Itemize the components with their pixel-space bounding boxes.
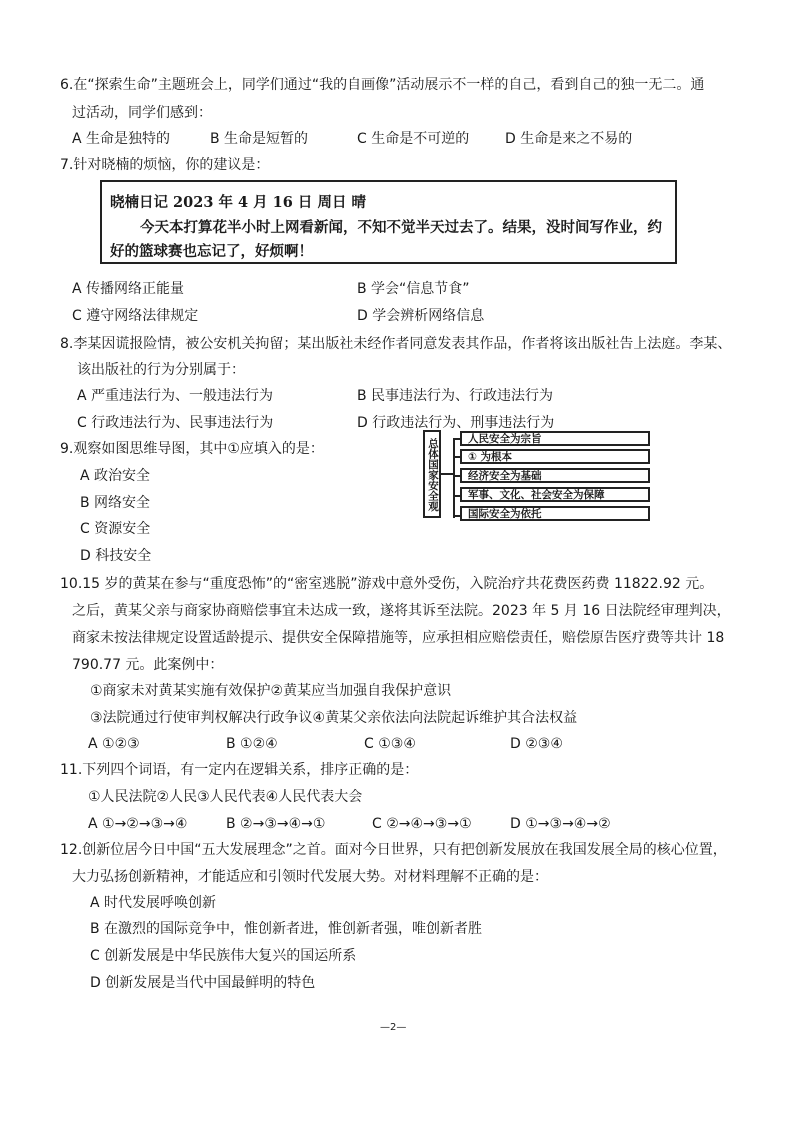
q6-option-d: D 生命是来之不易的 (505, 131, 633, 147)
mind-map-branch-5: 国际安全为依托 (460, 506, 650, 521)
q6-option-a: A 生命是独特的 (72, 131, 171, 147)
q8-stem-line-1: 8.李某因谎报险情，被公安机关拘留；某出版社未经作者同意发表其作品，作者将该出版社告上法庭。李某、 (60, 336, 732, 352)
q10-option-d: D ②③④ (510, 736, 563, 752)
q12-stem-line-2: 大力弘扬创新精神，才能适应和引领时代发展大势。对材料理解不正确的是： (72, 869, 548, 885)
q11-terms: ①人民法院②人民③人民代表④人民代表大会 (88, 789, 363, 805)
q6-stem-line-1: 6.在“探索生命”主题班会上，同学们通过“我的自画像”活动展示不一样的自己，看到自己的独一无二。通 (60, 77, 705, 93)
diary-box (100, 180, 677, 264)
q6-stem-line-2: 过活动，同学们感到： (72, 105, 212, 121)
q8-option-d: D 行政违法行为、刑事违法行为 (357, 415, 555, 431)
q6-option-c: C 生命是不可逆的 (357, 131, 470, 147)
mind-map-branch-2: ① 为根本 (460, 449, 650, 464)
q10-option-a: A ①②③ (88, 736, 140, 752)
q8-option-c: C 行政违法行为、民事违法行为 (77, 415, 274, 431)
q10-stem-line-3: 商家未按法律规定设置适龄提示、提供安全保障措施等，应承担相应赔偿责任，赔偿原告医疗费等共计 18 (72, 630, 725, 646)
q11-option-c: C ②→④→③→① (372, 816, 472, 832)
q10-option-b: B ①②④ (226, 736, 278, 752)
diary-header: 晓楠日记 2023 年 4 月 16 日 周日 晴 (110, 194, 367, 211)
mind-map (423, 430, 651, 520)
q8-option-a: A 严重违法行为、一般违法行为 (77, 388, 274, 404)
q6-option-b: B 生命是短暂的 (210, 131, 309, 147)
mind-map-branch-3: 经济安全为基础 (460, 468, 650, 483)
q12-option-b: B 在激烈的国际竞争中，惟创新者进，惟创新者强，唯创新者胜 (90, 921, 483, 937)
q8-stem-line-2: 该出版社的行为分别属于： (77, 362, 245, 378)
mind-map-branch-4: 军事、文化、社会安全为保障 (460, 487, 650, 502)
q12-option-d: D 创新发展是当代中国最鲜明的特色 (90, 975, 316, 991)
q9-option-c: C 资源安全 (80, 521, 151, 537)
q7-option-b: B 学会“信息节食” (357, 281, 470, 297)
q7-option-d: D 学会辨析网络信息 (357, 308, 485, 324)
q11-option-b: B ②→③→④→① (226, 816, 326, 832)
mind-map-root: 总体国家安全观 (423, 430, 441, 518)
q12-option-a: A 时代发展呼唤创新 (90, 895, 217, 911)
q11-option-d: D ①→③→④→② (510, 816, 611, 832)
diary-line-2: 好的篮球赛也忘记了，好烦啊！ (110, 243, 313, 260)
q7-option-a: A 传播网络正能量 (72, 281, 185, 297)
q7-option-c: C 遵守网络法律规定 (72, 308, 199, 324)
q12-option-c: C 创新发展是中华民族伟大复兴的国运所系 (90, 948, 357, 964)
page-number: —2— (380, 1022, 407, 1033)
diary-line-1: 今天本打算花半小时上网看新闻，不知不觉半天过去了。结果，没时间写作业，约 (140, 219, 662, 236)
q7-stem: 7.针对晓楠的烦恼，你的建议是： (60, 157, 270, 173)
q9-stem: 9.观察如图思维导图，其中①应填入的是： (60, 441, 324, 457)
q9-option-a: A 政治安全 (80, 468, 151, 484)
mind-map-trunk (453, 438, 455, 518)
q10-stem-line-1: 10.15 岁的黄某在参与“重度恐怖”的“密室逃脱”游戏中意外受伤，入院治疗共花费医药费 11822.92 元。 (60, 576, 714, 592)
q10-stem-line-2: 之后，黄某父亲与商家协商赔偿事宜未达成一致，遂将其诉至法院。2023 年 5 月 16 日法院经审理判决， (72, 603, 731, 619)
q10-statement-1: ①商家未对黄某实施有效保护②黄某应当加强自我保护意识 (90, 683, 452, 699)
q11-option-a: A ①→②→③→④ (88, 816, 188, 832)
q9-option-d: D 科技安全 (80, 548, 152, 564)
q10-stem-line-4: 790.77 元。此案例中： (72, 657, 224, 673)
q11-stem: 11.下列四个词语，有一定内在逻辑关系，排序正确的是： (60, 762, 419, 778)
mind-map-connector (441, 473, 453, 475)
q8-option-b: B 民事违法行为、行政违法行为 (357, 388, 554, 404)
mind-map-branch-1: 人民安全为宗旨 (460, 431, 650, 446)
q10-option-c: C ①③④ (364, 736, 416, 752)
q9-option-b: B 网络安全 (80, 495, 151, 511)
q10-statement-2: ③法院通过行使审判权解决行政争议④黄某父亲依法向法院起诉维护其合法权益 (90, 710, 578, 726)
q12-stem-line-1: 12.创新位居今日中国“五大发展理念”之首。面对今日世界，只有把创新发展放在我国发展全局的核心位置， (60, 842, 727, 858)
